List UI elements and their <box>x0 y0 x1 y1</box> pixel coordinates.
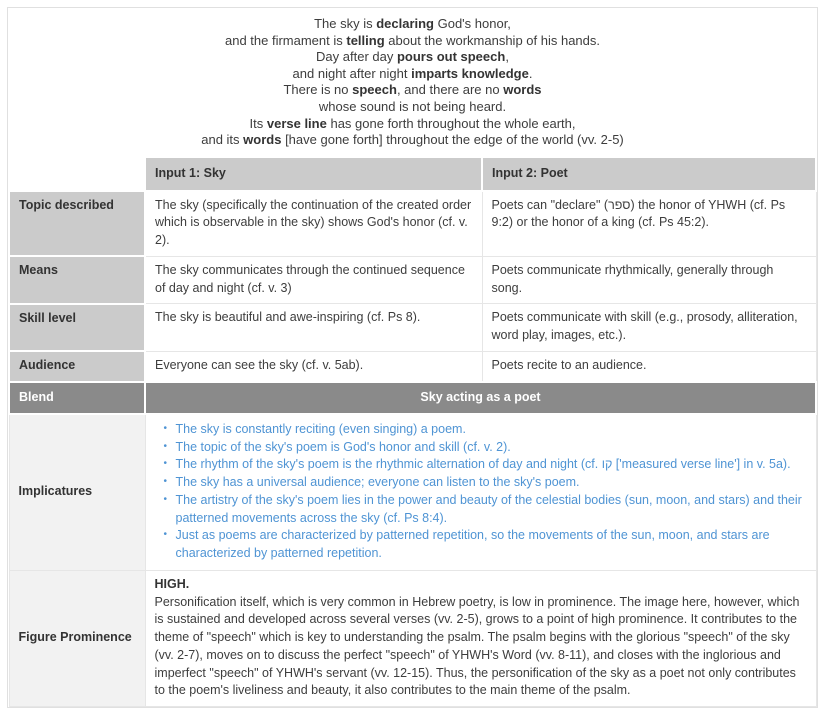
cell-implicatures <box>145 414 816 571</box>
conceptual-blend-table <box>8 156 817 707</box>
table-row-blend <box>9 382 816 414</box>
table-row-skill-level <box>9 304 816 352</box>
table-row-implicatures <box>9 414 816 571</box>
row-label-means: Means <box>9 256 145 304</box>
table-row-topic-described <box>9 191 816 257</box>
column-header-input1-sky: Input 1: Sky <box>145 157 482 191</box>
implicatures-list <box>155 421 807 563</box>
implicature-item: • The sky is constantly reciting (even singing) a poem. <box>163 421 807 439</box>
cell-topic-input1: The sky (specifically the continuation of the created order which is observable in the sky) shows God's honor (cf. v. 2). <box>145 191 482 257</box>
implicature-item: • The topic of the sky's poem is God's honor and skill (cf. v. 2). <box>163 439 807 457</box>
table-header-row <box>9 157 816 191</box>
cell-audience-input2: Poets recite to an audience. <box>482 351 816 382</box>
psalm-quote-line: The sky is declaring God's honor, <box>314 16 511 31</box>
cell-means-input2: Poets communicate rhythmically, generally through song. <box>482 256 816 304</box>
row-label-blend: Blend <box>9 382 145 414</box>
psalm-quote-line: There is no speech, and there are no words <box>283 82 542 98</box>
corner-cell <box>9 157 145 191</box>
row-label-topic-described: Topic described <box>9 191 145 257</box>
implicature-item: • The artistry of the sky's poem lies in the power and beauty of the celestial bodies (sun, moon, and stars) and their patterned movements across the sky (cf. Ps 8:4). <box>163 492 807 528</box>
figure-prominence-text: Personification itself, which is very common in Hebrew poetry, is low in prominence. The image here, however, which is sustained and developed across several verses (vv. 2-5), grows to a point of high prominence. It contributes to the theme of "speech" which is key to understanding the psalm. The psalm begins with the glorious "speech" of the sky (vv. 2-7), moves on to discuss the perfect "speech" of YHWH's Word (vv. 8-11), and closes with the inglorious and imperfect "speech" of YHWH's servant (vv. 12-15). Thus, the personification of the sky as a poet not only contributes to the poem's liveliness and beauty, it also contributes to the main theme of the psalm. <box>154 594 800 698</box>
cell-skill-input1: The sky is beautiful and awe-inspiring (cf. Ps 8). <box>145 304 482 352</box>
table-row-figure-prominence <box>9 570 816 706</box>
cell-figure-prominence <box>145 570 816 706</box>
figure-prominence-level: HIGH. <box>154 576 190 591</box>
psalm-quote-line: and the firmament is telling about the workmanship of his hands. <box>224 32 601 48</box>
cell-topic-input2: Poets can "declare" (ספר) the honor of YHWH (cf. Ps 9:2) or the honor of a king (cf. Ps 45:2). <box>482 191 816 257</box>
table-row-means <box>9 256 816 304</box>
psalm-quote-line: Its verse line has gone forth throughout the whole earth, <box>249 115 576 131</box>
row-label-figure-prominence: Figure Prominence <box>9 570 145 706</box>
column-header-input2-poet: Input 2: Poet <box>482 157 816 191</box>
psalm-quote-line: Day after day pours out speech, <box>316 49 509 65</box>
row-label-audience: Audience <box>9 351 145 382</box>
cell-audience-input1: Everyone can see the sky (cf. v. 5ab). <box>145 351 482 382</box>
psalm-quote-line: and its words [have gone forth] throughout the edge of the world (vv. 2-5) <box>201 132 624 148</box>
row-label-skill-level: Skill level <box>9 304 145 352</box>
psalm-quote-line: and night after night imparts knowledge. <box>292 65 533 81</box>
table-row-audience <box>9 351 816 382</box>
cell-skill-input2: Poets communicate with skill (e.g., prosody, alliteration, word play, images, etc.). <box>482 304 816 352</box>
content-frame <box>7 7 818 708</box>
implicature-item: • The sky has a universal audience; everyone can listen to the sky's poem. <box>163 474 807 492</box>
cell-means-input1: The sky communicates through the continued sequence of day and night (cf. v. 3) <box>145 256 482 304</box>
implicature-item: • The rhythm of the sky's poem is the rhythmic alternation of day and night (cf. קו ['measured verse line'] in v. 5a). <box>163 456 807 474</box>
row-label-implicatures: Implicatures <box>9 414 145 571</box>
psalm-quote <box>8 8 817 156</box>
implicature-item: • Just as poems are characterized by patterned repetition, so the movements of the sun, moon, and stars are characterized by patterned repetition. <box>163 527 807 563</box>
cell-blend-value: Sky acting as a poet <box>145 382 816 414</box>
psalm-quote-line: whose sound is not being heard. <box>318 98 507 114</box>
